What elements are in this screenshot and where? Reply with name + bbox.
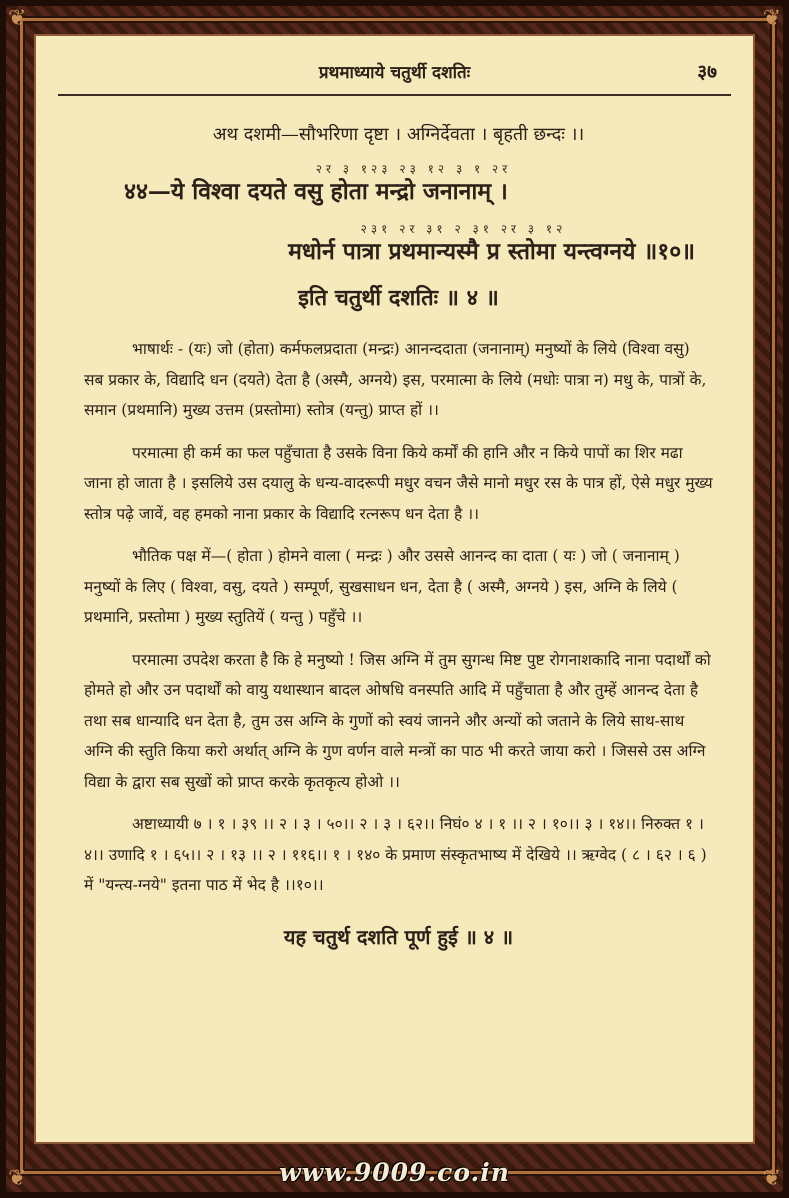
corner-ornament-icon: ❦ <box>762 6 781 31</box>
book-page <box>34 34 755 1144</box>
accent-marks-2: २३१ २र ३१ २ ३१ २र ३ १२ <box>360 222 567 236</box>
header-divider <box>58 94 731 96</box>
corner-ornament-icon: ❦ <box>8 1166 27 1191</box>
website-link[interactable]: www.9009.co.in <box>279 1158 510 1187</box>
section-end: इति चतुर्थी दशतिः ॥ ४ ॥ <box>298 285 499 311</box>
page-number: ३७ <box>697 61 717 83</box>
paragraph-teaching: परमात्मा उपदेश करता है कि हे मनुष्यो ! जिस अग्नि में तुम सुगन्ध मिष्ट पुष्ट रोगनाशकादि नाना पदार्थों को होमते हो और उन पदार्थों को वायु यथास्थान बादल ओषधि वनस्पति आदि में पहुँचाता है और तुम्हें आनन्द देता है तथा सब धान्यादि धन देता है, तुम उस अग्नि के गुणों को स्वयं जानने और अन्यों को जताने के लिये साथ-साथ अग्नि की स्तुति किया करो अर्थात् अग्नि के गुण वर्णन वाले मन्त्रों का पाठ भी करते जाया करो । जिससे उस अग्नि विद्या के द्वारा सब सुखों को प्राप्त करके कृतकृत्य होओ ।। <box>84 650 711 791</box>
page-content <box>84 110 713 950</box>
page-header <box>36 58 753 88</box>
corner-ornament-icon: ❦ <box>762 1166 781 1191</box>
mantra-line-1: ४४—ये विश्वा दयते वसु होता मन्द्रो जनानाम् । <box>124 178 508 205</box>
header-title: प्रथमाध्याये चतुर्थी दशतिः <box>318 63 471 83</box>
intro-line: अथ दशमी—सौभरिणा दृष्टा । अग्निर्देवता । बृहती छन्दः ।। <box>212 124 585 145</box>
paragraph-meaning: भाषार्थः - (यः) जो (होता) कर्मफलप्रदाता (मन्द्रः) आनन्ददाता (जनानाम्) मनुष्यों के लिये (विश्वा वसु) सब प्रकार के, विद्यादि धन (दयते) देता है (अस्मै, अग्नये) इस, परमात्मा के लिये (मधोः पात्रा न) मधु के, पात्रों के, समान (प्रथमानि) मुख्य उत्तम (प्रस्तोमा) स्तोत्र (यन्तु) प्राप्त हों ।। <box>84 340 707 419</box>
corner-ornament-icon: ❦ <box>8 6 27 31</box>
mantra-line-2: मधोर्न पात्रा प्रथमान्यस्मै प्र स्तोमा यन्त्वग्नये ॥१०॥ <box>288 238 695 265</box>
paragraph-references: अष्टाध्यायी ७ । १ । ३९ ।। २ । ३ । ५०।। २ । ३ । ६२।। निघं० ४ । १ ।। २ । १०।। ३ । १४।। निरुक्त १ । ४।। उणादि १ । ६५।। २ । १३ ।। २ । ११६।। १ । १४० के प्रमाण संस्कृतभाष्य में देखिये ।। ऋग्वेद ( ८ । ६२ । ६ ) में "यन्त्य-ग्नये" इतना पाठ में भेद है ।।१०।। <box>84 815 707 894</box>
closing-line: यह चतुर्थ दशति पूर्ण हुई ॥ ४ ॥ <box>283 924 514 949</box>
paragraph-physical: भौतिक पक्ष में—( होता ) होमने वाला ( मन्द्रः ) और उससे आनन्द का दाता ( यः ) जो ( जनानाम् ) मनुष्यों के लिए ( विश्वा, वसु, दयते ) सम्पूर्ण, सुखसाधन धन, देता है ( अस्मै, अग्नये ) इस, अग्नि के लिये ( प्रथमानि, प्रस्तोमा ) मुख्य स्तुतियें ( यन्तु ) पहुँचे ।। <box>84 547 680 626</box>
accent-marks-1: २र ३ १२३ २३ १२ ३ १ २र <box>315 162 512 176</box>
paragraph-explanation: परमात्मा ही कर्म का फल पहुँचाता है उसके विना किये कर्मों की हानि और न किये पापों का शिर मढा जाना हो जाता है । इसलिये उस दयालु के धन्य-वादरूपी मधुर वचन जैसे मानो मधुर रस के पात्र हों, ऐसे मधुर मुख्य स्तोत्र पढ़े जावें, वह हमको नाना प्रकार के विद्यादि रत्नरूप धन देता है ।। <box>84 443 713 523</box>
